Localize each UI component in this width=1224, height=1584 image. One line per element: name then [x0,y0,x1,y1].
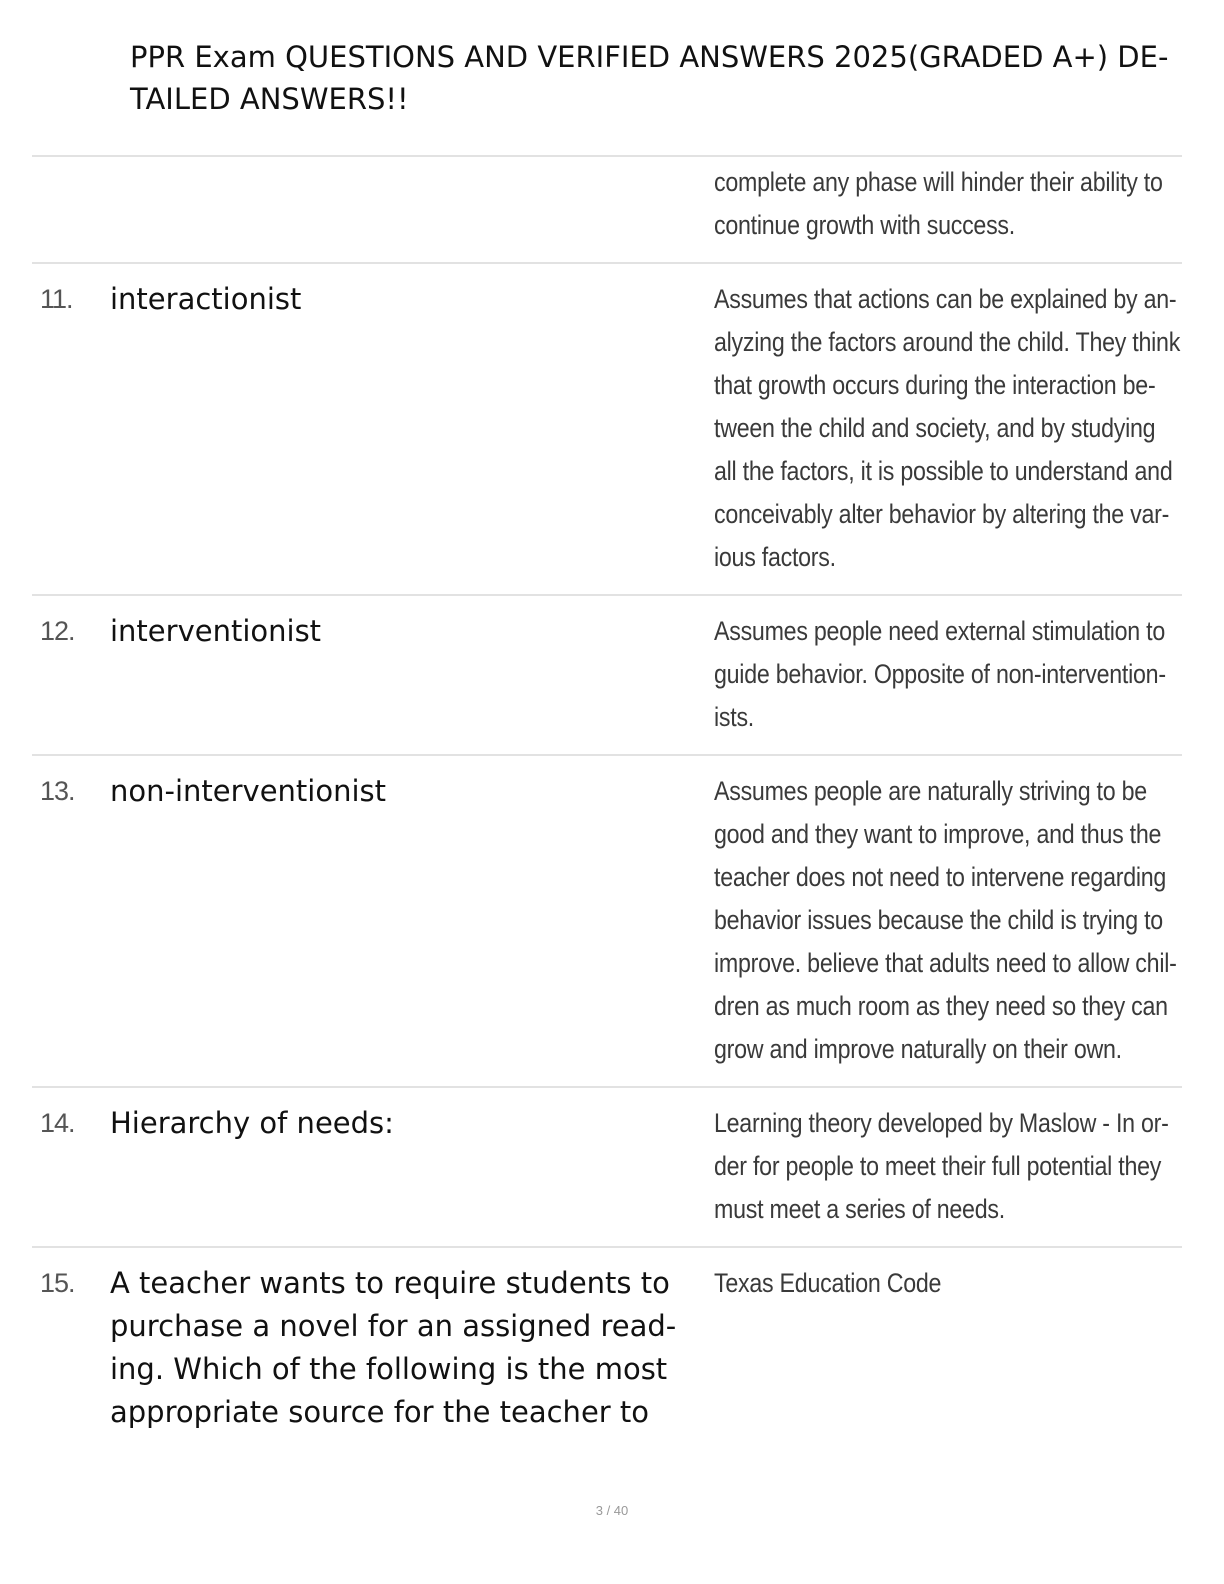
card-definition: Texas Education Code [714,1268,942,1298]
card-number: 15. [40,1268,75,1298]
flashcard-row [32,756,1182,1088]
document-title [130,36,1190,120]
card-definition: Assumes people are naturally striving to be good and they want to improve, and thus the teacher does not need to intervene regarding behavior issues because the child is trying to improve. believe that adults need to allow chil-dren as much room as they need so they can grow and improve naturally on their own. [714,776,1177,1064]
card-term: non-interventionist [110,774,387,808]
flashcard-row [32,1088,1182,1248]
card-term: Hierarchy of needs: [110,1106,394,1140]
card-definition: Assumes people need external stimulation to guide behavior. Opposite of non-intervention-ists. [714,616,1166,732]
card-number: 11. [40,284,73,314]
document-title-line-1: PPR Exam QUESTIONS AND VERIFIED ANSWERS 2025(GRADED A+) DE- [130,40,1169,74]
flashcard-row [32,264,1182,596]
flashcard-row [32,1248,1182,1448]
card-number: 13. [40,776,75,806]
card-definition: Learning theory developed by Maslow - In or-der for people to meet their full potential they must meet a series of needs. [714,1108,1169,1224]
card-definition: Assumes that actions can be explained by an-alyzing the factors around the child. They think that growth occurs during the interaction be-tween the child and society, and by studying all the factors, it is possible to understand and conceivably alter behavior by altering the var-ious factors. [714,284,1181,572]
flashcard-row [32,596,1182,756]
page-indicator: 3 / 40 [595,1503,629,1518]
card-term: interventionist [110,614,322,648]
card-number: 14. [40,1108,75,1138]
card-number: 12. [40,616,75,646]
flashcard-row-continuation [32,157,1182,264]
card-term: interactionist [110,282,302,316]
document-title-line-2: TAILED ANSWERS!! [130,82,409,116]
continuation-definition: complete any phase will hinder their ability to continue growth with success. [714,167,1163,240]
card-term: A teacher wants to require students to purchase a novel for an assigned read-ing. Which of the following is the most appropriate source for the teacher to [110,1266,677,1429]
